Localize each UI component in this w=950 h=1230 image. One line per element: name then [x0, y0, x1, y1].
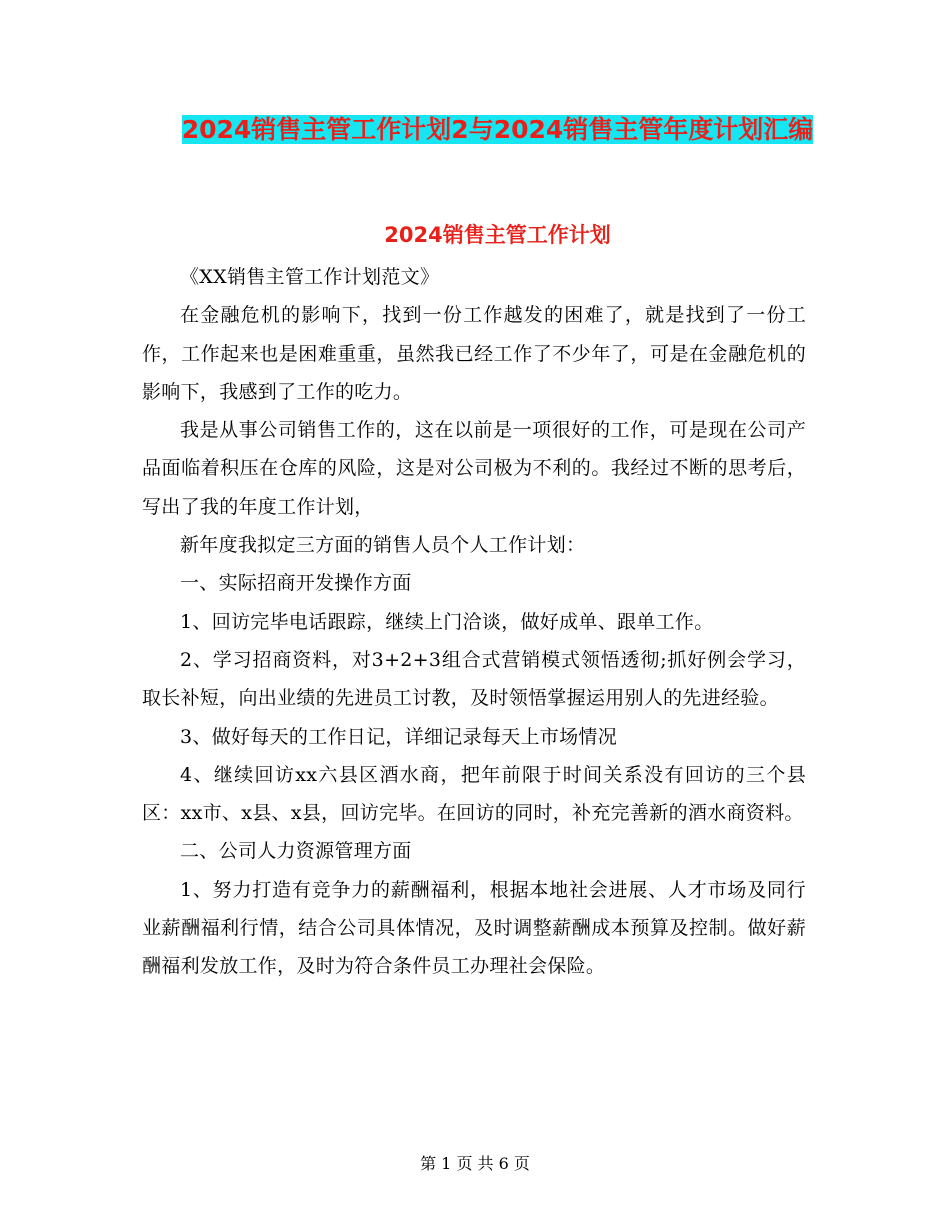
list-item: 1、回访完毕电话跟踪，继续上门洽谈，做好成单、跟单工作。	[180, 610, 714, 633]
document-body	[142, 258, 806, 986]
list-item: 3、做好每天的工作日记，详细记录每天上市场情况	[180, 725, 617, 748]
page-footer: 第 1 页 共 6 页	[420, 1154, 530, 1173]
document-title-text: 2024销售主管工作计划2与2024销售主管年度计划汇编	[181, 115, 814, 144]
paragraph: 新年度我拟定三方面的销售人员个人工作计划：	[180, 534, 586, 557]
paragraph: 我是从事公司销售工作的，这在以前是一项很好的工作，可是现在公司产品面临着积压在仓库的风险，这是对公司极为不利的。我经过不断的思考后，写出了我的年度工作计划，	[142, 419, 806, 518]
section-heading: 二、公司人力资源管理方面	[180, 840, 412, 863]
list-item: 4、继续回访xx六县区酒水商，把年前限于时间关系没有回访的三个县区：xx市、x县、x县，回访完毕。在回访的同时，补充完善新的酒水商资料。	[142, 763, 806, 825]
list-item: 2、学习招商资料，对3+2+3组合式营销模式领悟透彻;抓好例会学习，取长补短，向出业绩的先进员工讨教，及时领悟掌握运用别人的先进经验。	[142, 648, 806, 710]
list-item: 1、努力打造有竞争力的薪酬福利，根据本地社会进展、人才市场及同行业薪酬福利行情，结合公司具体情况，及时调整薪酬成本预算及控制。做好薪酬福利发放工作，及时为符合条件员工办理社会保险。	[142, 878, 806, 978]
section-title: 2024销售主管工作计划	[384, 223, 611, 247]
paragraph: 《XX销售主管工作计划范文》	[180, 266, 440, 288]
document-title	[140, 106, 855, 153]
section-heading: 一、实际招商开发操作方面	[180, 572, 412, 595]
paragraph: 在金融危机的影响下，找到一份工作越发的困难了，就是找到了一份工作，工作起来也是困难重重，虽然我已经工作了不少年了，可是在金融危机的影响下，我感到了工作的吃力。	[142, 304, 806, 403]
